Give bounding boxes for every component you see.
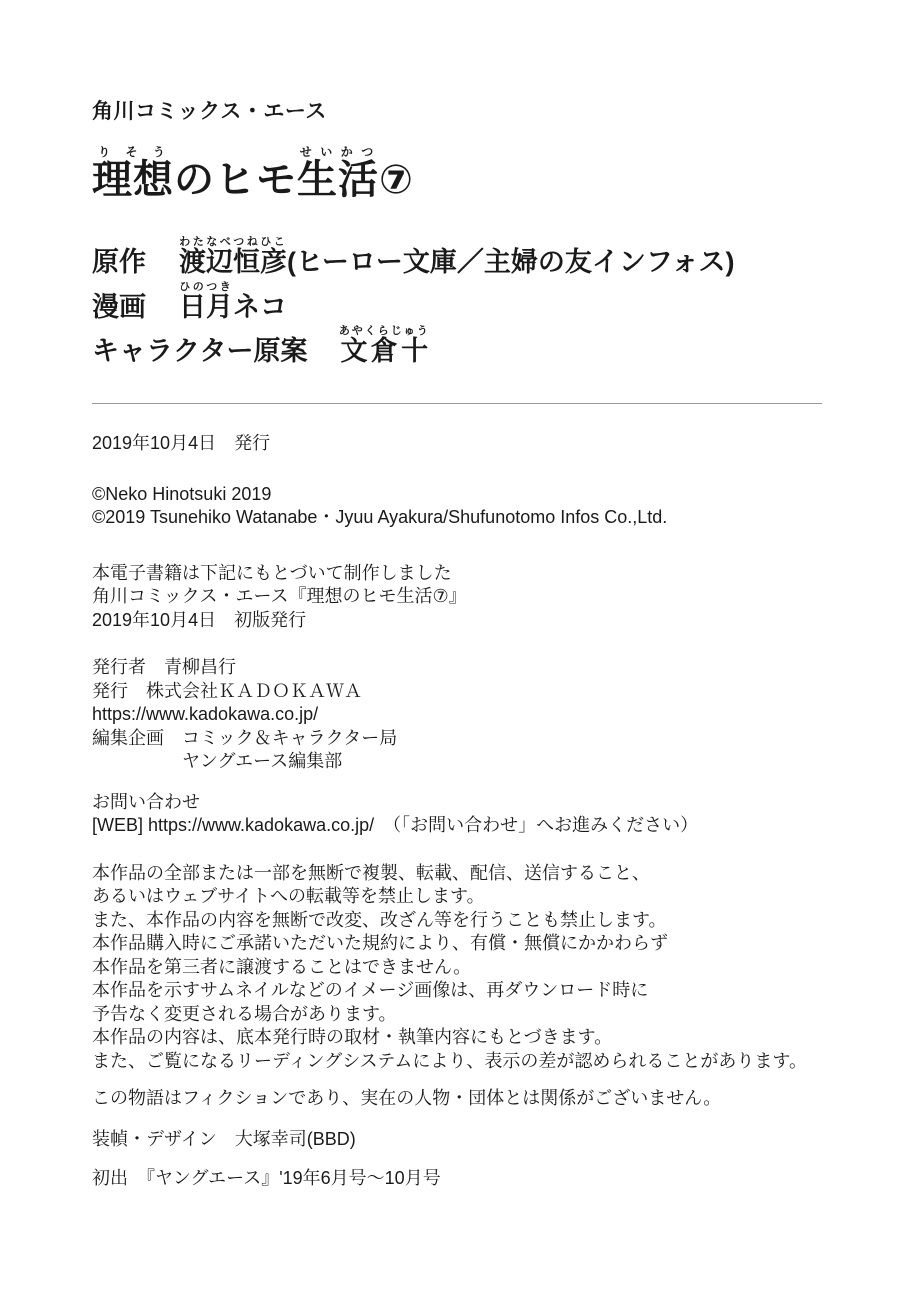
- text-line: また、本作品の内容を無断で改変、改ざん等を行うことも禁止します。: [92, 909, 667, 930]
- credit-name: 日月: [179, 291, 233, 322]
- text-line: また、ご覧になるリーディングシステムにより、表示の差が認められることがあります。: [92, 1050, 807, 1071]
- imprint-label: 角川コミックス・エース: [92, 100, 327, 123]
- title-furigana: りそう: [92, 145, 174, 159]
- credit-name: 文倉十: [338, 336, 430, 367]
- book-title: [92, 145, 822, 202]
- legal-notice-block: [92, 862, 822, 1074]
- credit-name-ruby: [179, 236, 287, 277]
- credit-character-design: [92, 325, 822, 367]
- title-base: のヒモ: [174, 158, 297, 202]
- text-line: 本作品を示すサムネイルなどのイメージ画像は、再ダウンロード時に: [92, 980, 649, 1001]
- text-line: あるいはウェブサイトへの転載等を禁止します。: [92, 886, 485, 907]
- credit-original-author: [92, 236, 822, 278]
- text-line: 本作品購入時にご承諾いただいた規約により、有償・無償にかかわらず: [92, 933, 668, 954]
- title-volume-number: ⑦: [379, 158, 414, 202]
- title-base: 理想: [92, 158, 174, 202]
- credit-name-ruby: [179, 280, 233, 322]
- text-line: https://www.kadokawa.co.jp/: [92, 704, 319, 725]
- credit-label: 原作: [92, 247, 146, 277]
- publisher-block: [92, 656, 822, 774]
- text-line: 2019年10月4日 初版発行: [92, 609, 307, 630]
- title-segment-risou: [92, 145, 174, 202]
- text-line: 発行 株式会社ＫＡＤＯＫＡＷＡ: [92, 680, 362, 701]
- edition-block: [92, 562, 822, 633]
- credit-name: 渡辺恒彦: [179, 247, 287, 277]
- text-line: ©Neko Hinotsuki 2019: [92, 483, 272, 504]
- contact-block: [92, 791, 822, 838]
- design-credit-line: 装幀・デザイン 大塚幸司(BBD): [92, 1128, 356, 1149]
- credit-manga-artist: [92, 281, 822, 323]
- issue-date-line: 2019年10月4日 発行: [92, 433, 271, 454]
- text-line: [WEB] https://www.kadokawa.co.jp/ （「お問い合わせ」へお進みください）: [92, 815, 699, 836]
- text-line: 本作品を第三者に譲渡することはできません。: [92, 956, 472, 977]
- text-line: お問い合わせ: [92, 791, 200, 812]
- text-line: 角川コミックス・エース『理想のヒモ生活⑦』: [92, 586, 467, 607]
- text-line: 発行者 青柳昌行: [92, 657, 236, 678]
- credit-furigana: わたなべつねひこ: [179, 236, 287, 248]
- credit-label: キャラクター原案: [92, 336, 308, 367]
- text-line: 本作品の内容は、底本発行時の取材・執筆内容にもとづきます。: [92, 1027, 613, 1048]
- credit-rest: ネコ: [233, 291, 287, 322]
- copyright-block: [92, 483, 822, 530]
- text-line: 編集企画 コミック＆キャラクター局: [92, 727, 398, 748]
- credit-label: 漫画: [92, 291, 146, 322]
- credit-furigana: あやくらじゅう: [338, 325, 430, 338]
- title-segment-seikatsu: [297, 145, 379, 202]
- divider-rule: [92, 403, 822, 404]
- text-line: 本作品の全部または一部を無断で複製、転載、配信、送信すること、: [92, 862, 650, 883]
- text-line: ©2019 Tsunehiko Watanabe・Jyuu Ayakura/Shufunotomo Infos Co.,Ltd.: [92, 507, 668, 528]
- credit-furigana: ひのつき: [179, 280, 233, 293]
- title-furigana: せいかつ: [297, 145, 379, 159]
- text-line: ヤングエース編集部: [92, 751, 343, 772]
- credit-rest: (ヒーロー文庫／主婦の友インフォス): [287, 247, 735, 277]
- text-line: 本電子書籍は下記にもとづいて制作しました: [92, 562, 452, 583]
- title-base: 生活: [297, 158, 379, 202]
- credits-block: [92, 236, 822, 367]
- text-line: 予告なく変更される場合があります。: [92, 1003, 397, 1024]
- credit-name-ruby: [338, 325, 430, 367]
- first-appearance-line: 初出 『ヤングエース』'19年6月号～10月号: [92, 1168, 441, 1189]
- fiction-disclaimer: この物語はフィクションであり、実在の人物・団体とは関係がございません。: [92, 1088, 722, 1109]
